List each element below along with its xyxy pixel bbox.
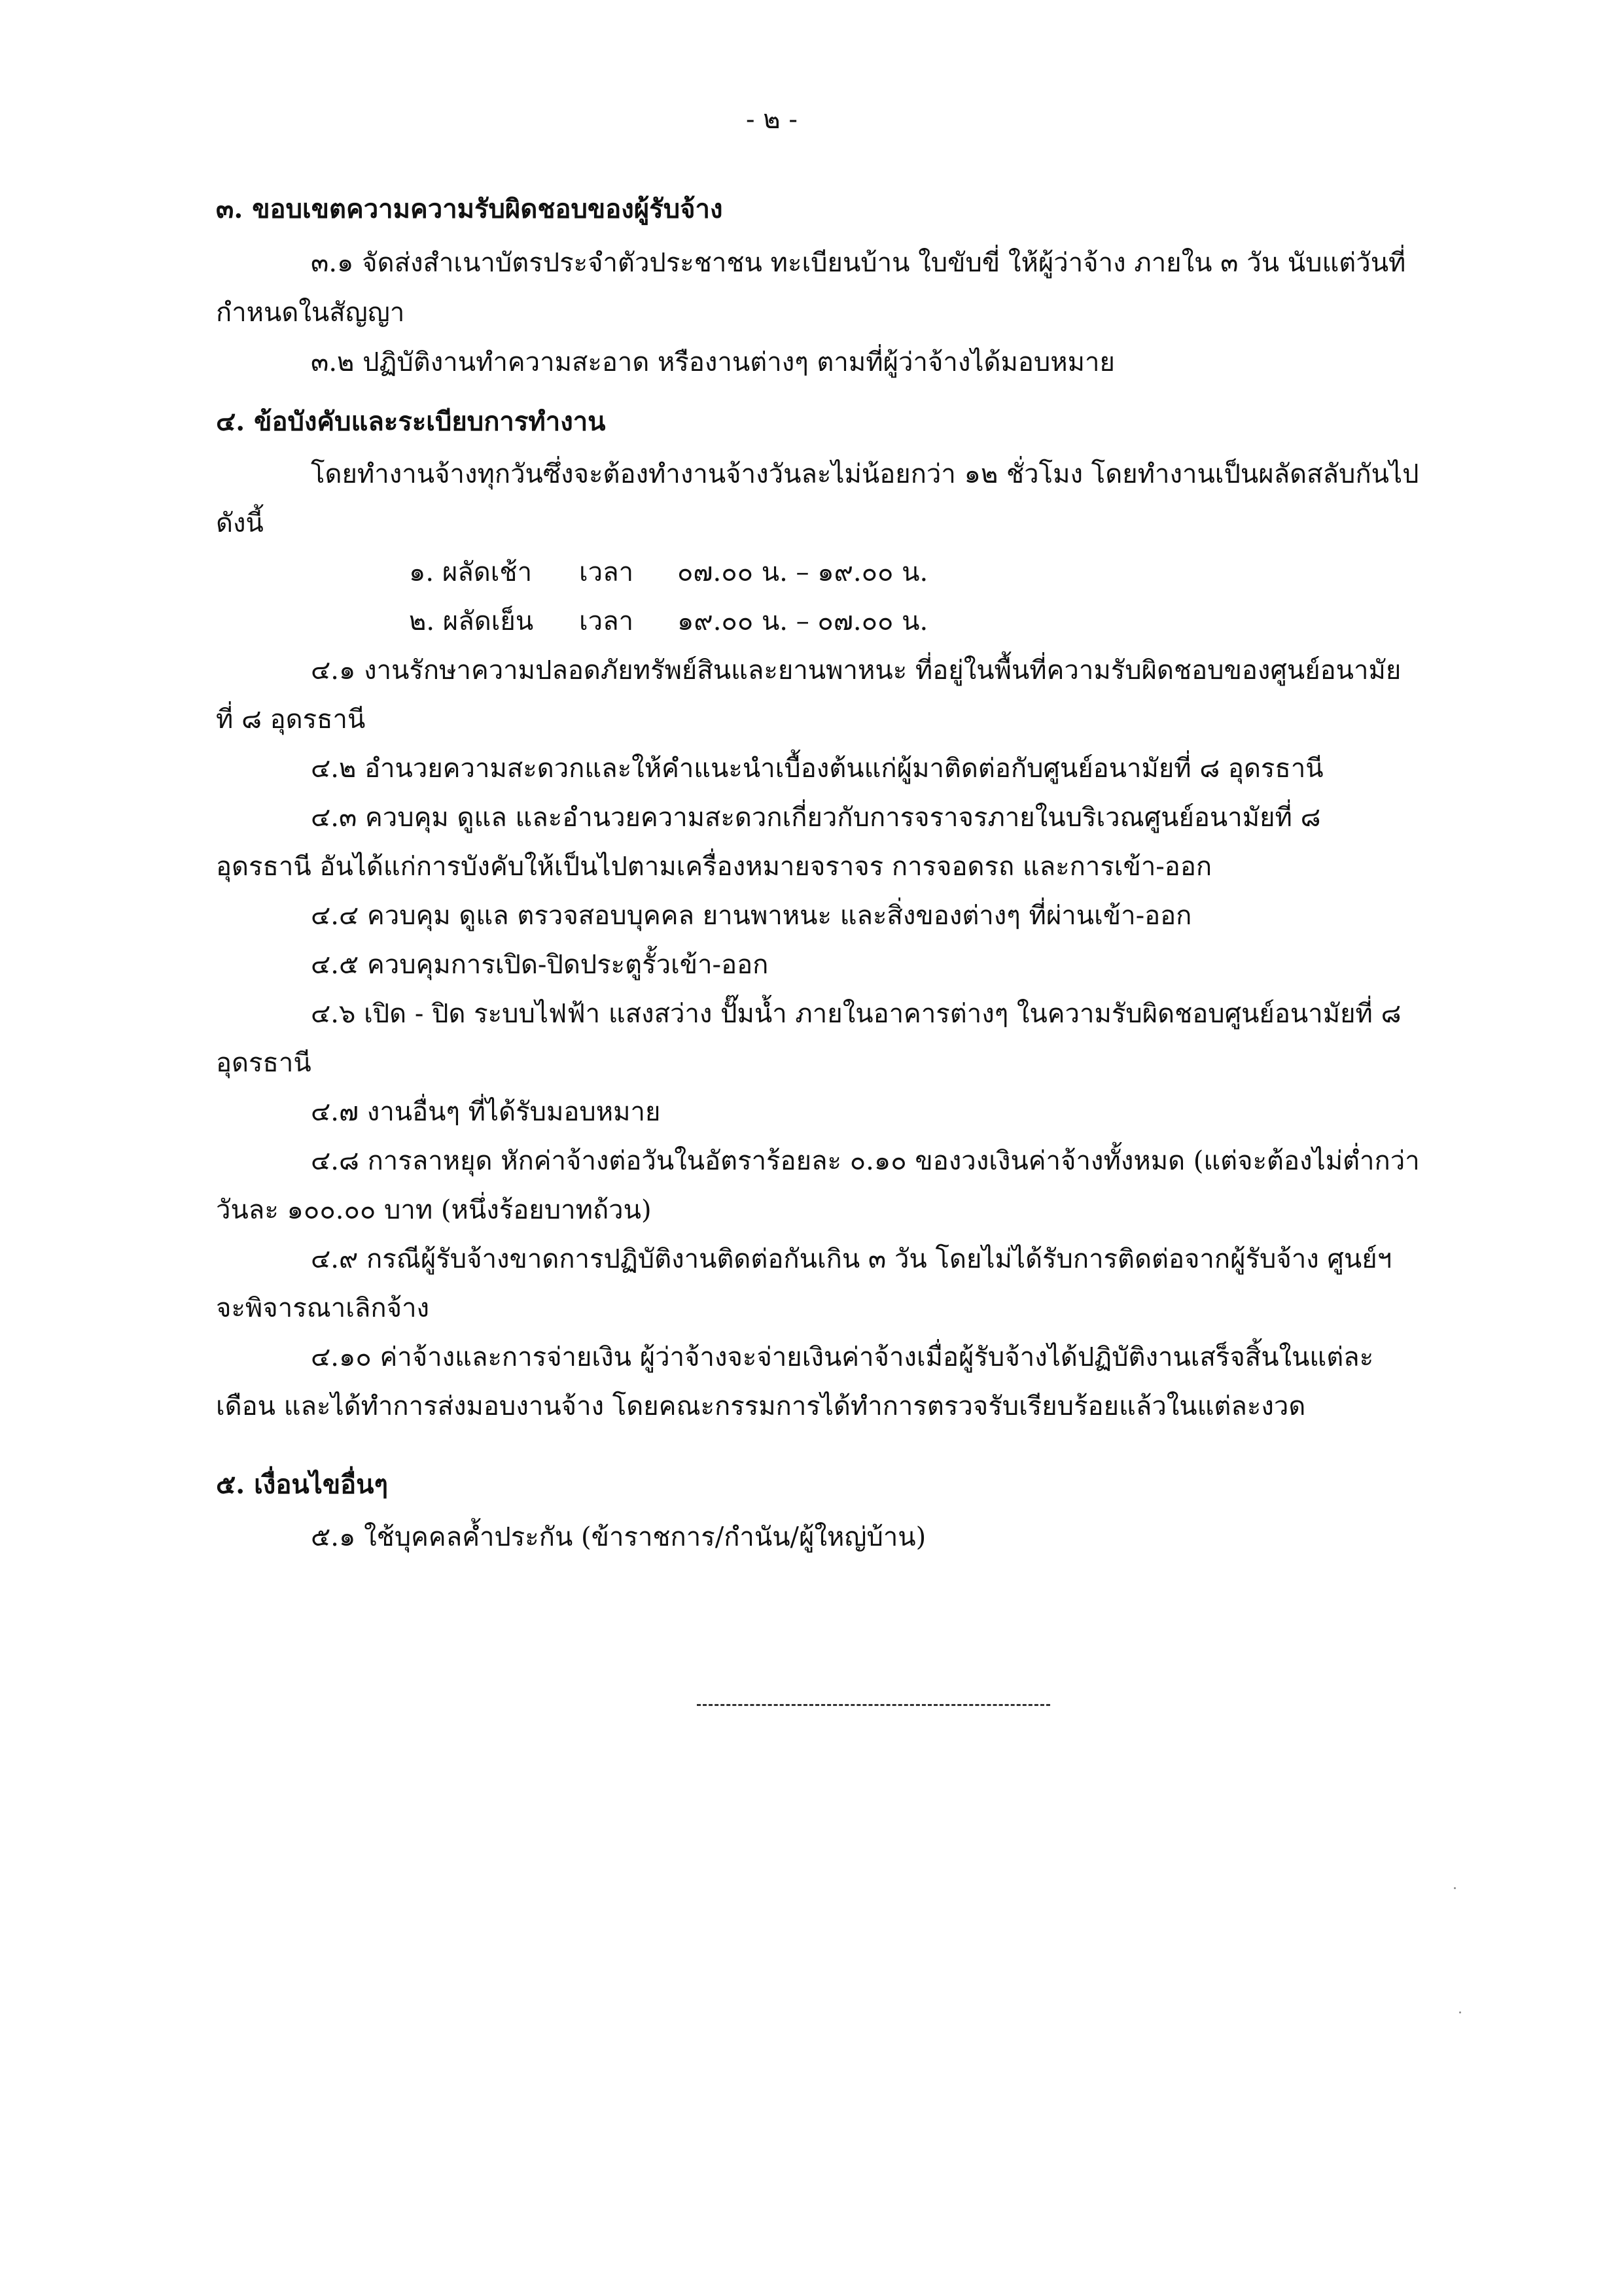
- shift-2-time-word: เวลา: [579, 606, 634, 636]
- shift-1-label: ๑. ผลัดเช้า: [409, 557, 533, 587]
- section-3-item-2: ๓.๒ ปฏิบัติงานทำความสะอาด หรืองานต่างๆ ตามที่ผู้ว่าจ้างได้มอบหมาย: [311, 347, 1115, 377]
- shift-2-time: ๑๙.๐๐ น. – ๐๗.๐๐ น.: [677, 606, 928, 636]
- section-4-item-8: ๔.๘ การลาหยุด หักค่าจ้างต่อวันในอัตราร้อยละ ๐.๑๐ ของวงเงินค่าจ้างทั้งหมด (แต่จะต้องไม่ต่ำกว่า: [311, 1146, 1420, 1176]
- section-4-item-3: ๔.๓ ควบคุม ดูแล และอำนวยความสะดวกเกี่ยวกับการจราจรภายในบริเวณศูนย์อนามัยที่ ๘: [311, 803, 1321, 833]
- shift-1-time-word: เวลา: [579, 557, 634, 587]
- section-5-item-1: ๕.๑ ใช้บุคคลค้ำประกัน (ข้าราชการ/กำนัน/ผู้ใหญ่บ้าน): [311, 1522, 927, 1552]
- section-4-item-1-cont: ที่ ๘ อุดรธานี: [216, 704, 366, 735]
- section-3-heading: ๓. ขอบเขตความความรับผิดชอบของผู้รับจ้าง: [216, 194, 723, 224]
- section-4-item-5: ๔.๕ ควบคุมการเปิด-ปิดประตูรั้วเข้า-ออก: [311, 950, 769, 980]
- section-4-item-3-cont: อุดรธานี อันได้แก่การบังคับให้เป็นไปตามเครื่องหมายจราจร การจอดรถ และการเข้า-ออก: [216, 852, 1212, 882]
- scan-speck: [1459, 2011, 1461, 2013]
- section-3-item-1: ๓.๑ จัดส่งสำเนาบัตรประจำตัวประชาชน ทะเบียนบ้าน ใบขับขี่ ให้ผู้ว่าจ้าง ภายใน ๓ วัน นับแต่วันที่: [311, 248, 1406, 278]
- section-4-intro: โดยทำงานจ้างทุกวันซึ่งจะต้องทำงานจ้างวันละไม่น้อยกว่า ๑๒ ชั่วโมง โดยทำงานเป็นผลัดสลับกันไป: [311, 459, 1419, 489]
- section-4-item-2: ๔.๒ อำนวยความสะดวกและให้คำแนะนำเบื้องต้นแก่ผู้มาติดต่อกับศูนย์อนามัยที่ ๘ อุดรธานี: [311, 754, 1324, 784]
- section-4-item-7: ๔.๗ งานอื่นๆ ที่ได้รับมอบหมาย: [311, 1097, 661, 1127]
- shift-1-time: ๐๗.๐๐ น. – ๑๙.๐๐ น.: [677, 557, 928, 587]
- section-4-heading: ๔. ข้อบังคับและระเบียบการทำงาน: [216, 406, 606, 437]
- section-4-item-9: ๔.๙ กรณีผู้รับจ้างขาดการปฏิบัติงานติดต่อกันเกิน ๓ วัน โดยไม่ได้รับการติดต่อจากผู้รับจ้าง ศูนย์ฯ: [311, 1244, 1392, 1274]
- section-4-item-6-cont: อุดรธานี: [216, 1048, 311, 1078]
- section-4-item-8-cont: วันละ ๑๐๐.๐๐ บาท (หนึ่งร้อยบาทถ้วน): [216, 1195, 652, 1225]
- section-5-heading: ๕. เงื่อนไขอื่นๆ: [216, 1469, 389, 1500]
- shift-2-label: ๒. ผลัดเย็น: [409, 606, 534, 636]
- scan-speck: [1454, 1887, 1456, 1889]
- section-4-intro-cont: ดังนี้: [216, 508, 264, 538]
- section-3-item-1-cont: กำหนดในสัญญา: [216, 298, 405, 328]
- section-4-item-4: ๔.๔ ควบคุม ดูแล ตรวจสอบบุคคล ยานพาหนะ และสิ่งของต่างๆ ที่ผ่านเข้า-ออก: [311, 901, 1192, 931]
- section-4-item-6: ๔.๖ เปิด - ปิด ระบบไฟฟ้า แสงสว่าง ปั๊มน้ำ ภายในอาคารต่างๆ ในความรับผิดชอบศูนย์อนามัยที่ ๘: [311, 999, 1402, 1029]
- section-4-item-9-cont: จะพิจารณาเลิกจ้าง: [216, 1293, 430, 1323]
- section-4-item-10-cont: เดือน และได้ทำการส่งมอบงานจ้าง โดยคณะกรรมการได้ทำการตรวจรับเรียบร้อยแล้วในแต่ละงวด: [216, 1391, 1306, 1421]
- section-4-item-10: ๔.๑๐ ค่าจ้างและการจ่ายเงิน ผู้ว่าจ้างจะจ่ายเงินค่าจ้างเมื่อผู้รับจ้างได้ปฏิบัติงานเสร็จสิ้นในแต่ละ: [311, 1342, 1374, 1372]
- closing-dashed-rule: [697, 1704, 1050, 1706]
- section-4-item-1: ๔.๑ งานรักษาความปลอดภัยทรัพย์สินและยานพาหนะ ที่อยู่ในพื้นที่ความรับผิดชอบของศูนย์อนามัย: [311, 655, 1402, 686]
- page-number: - ๒ -: [746, 105, 798, 135]
